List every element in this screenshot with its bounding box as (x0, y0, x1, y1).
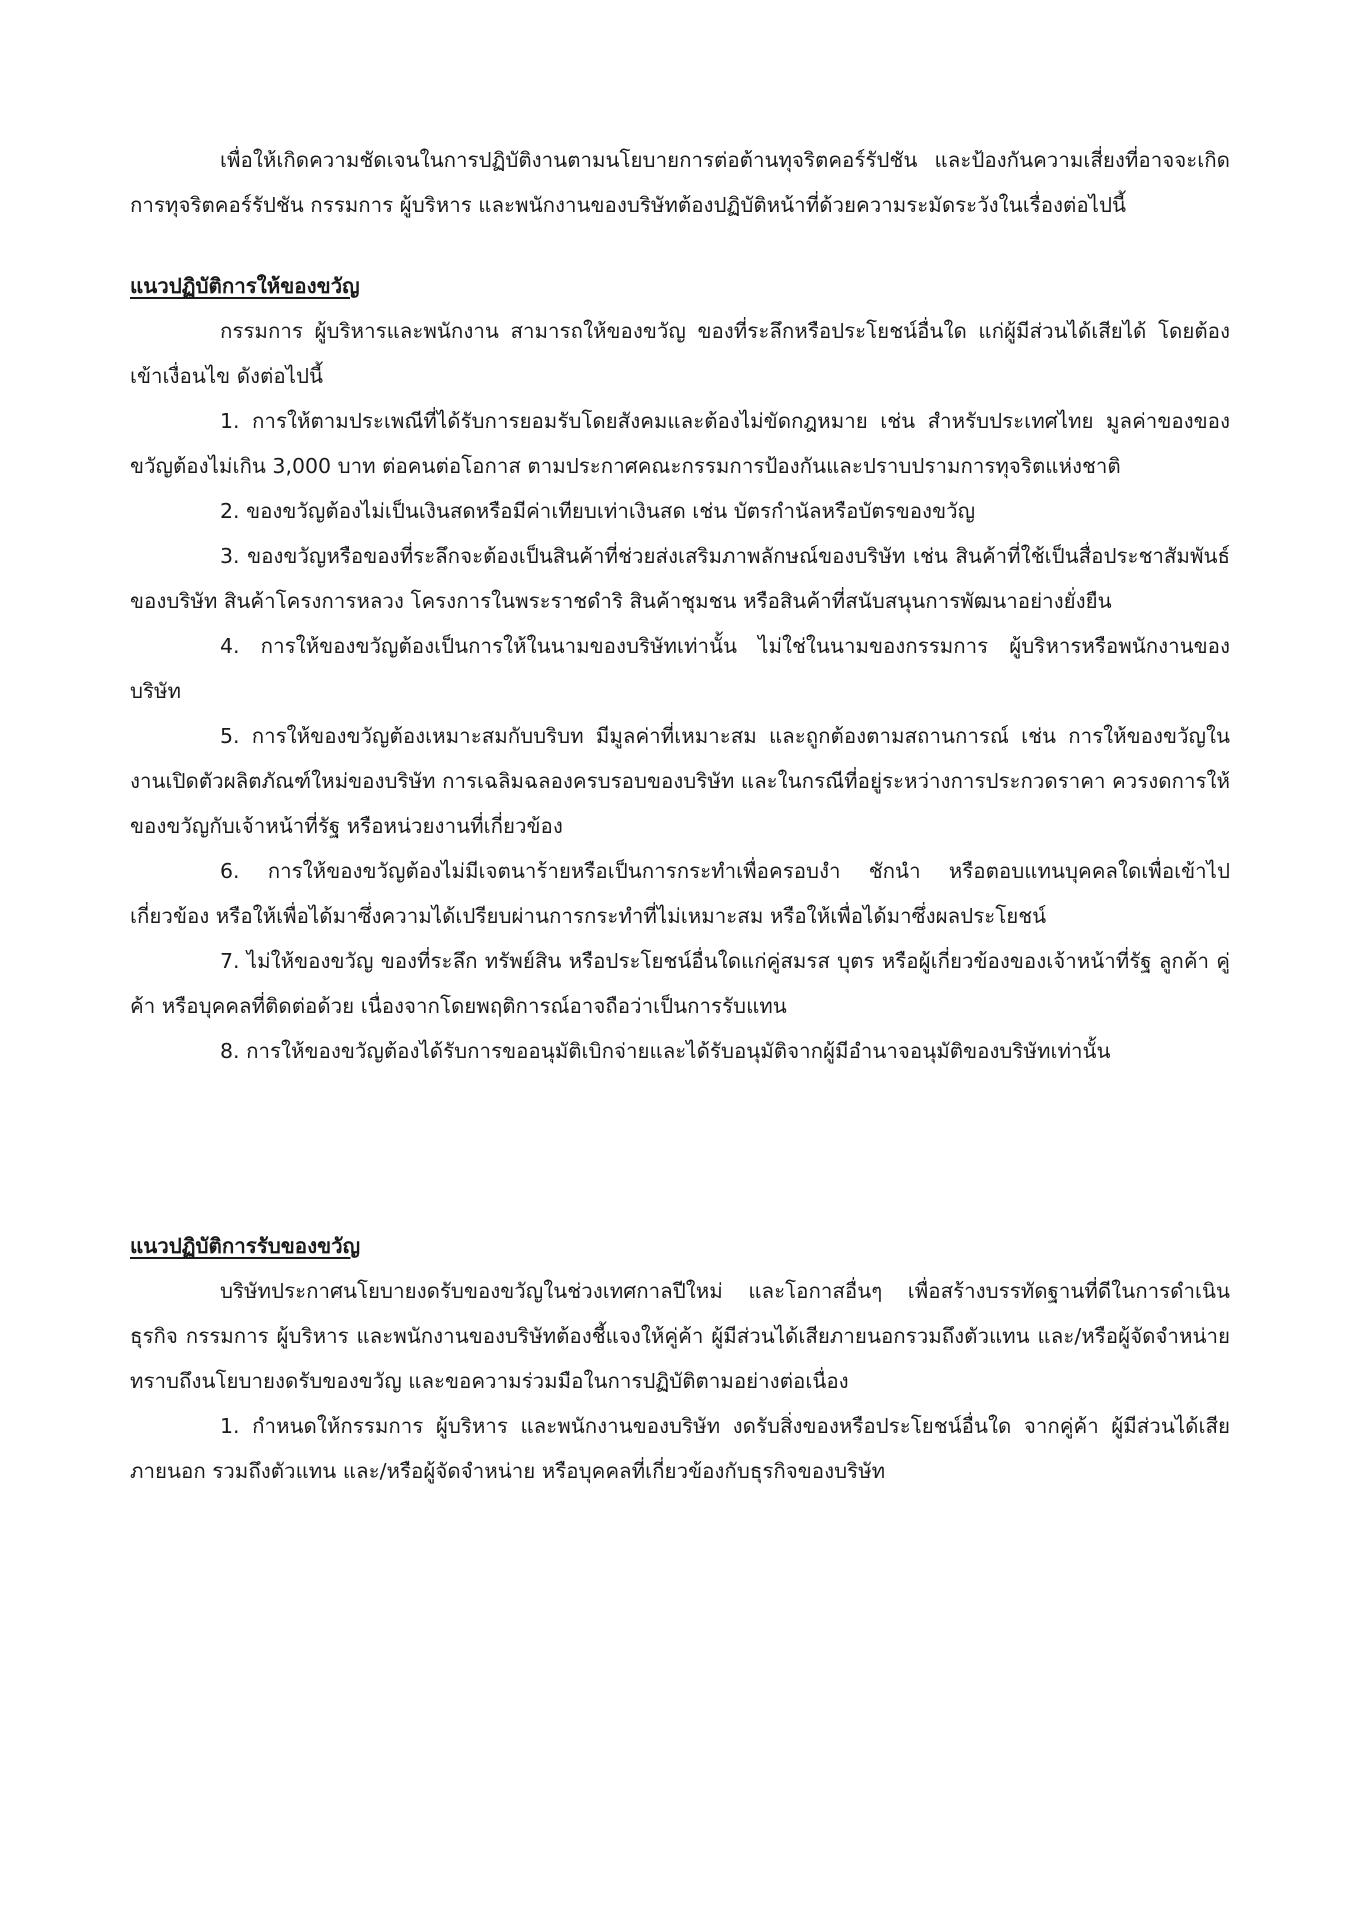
gift-giving-item-7: 7. ไม่ให้ของขวัญ ของที่ระลึก ทรัพย์สิน หรือประโยชน์อื่นใดแก่คู่สมรส บุตร หรือผู้เกี่ยวข้องของเจ้าหน้าที่รัฐ ลูกค้า คู่ค้า หรือบุคคลที่ติดต่อด้วย เนื่องจากโดยพฤติการณ์อาจถือว่าเป็นการรับแทน (130, 949, 1230, 1018)
gift-receiving-intro: บริษัทประกาศนโยบายงดรับของขวัญในช่วงเทศกาลปีใหม่ และโอกาสอื่นๆ เพื่อสร้างบรรทัดฐานที่ดีในการดำเนินธุรกิจ กรรมการ ผู้บริหาร และพนักงานของบริษัทต้องชี้แจงให้คู่ค้า ผู้มีส่วนได้เสียภายนอกรวมถึงตัวแทน และ/หรือผู้จัดจำหน่ายทราบถึงนโยบายงดรับของขวัญ และขอความร่วมมือในการปฏิบัติตามอย่างต่อเนื่อง (130, 1279, 1230, 1393)
section-spacer (130, 228, 1230, 264)
gift-giving-item-6: 6. การให้ของขวัญต้องไม่มีเจตนาร้ายหรือเป็นการกระทำเพื่อครอบงำ ชักนำ หรือตอบแทนบุคคลใดเพื่อเข้าไปเกี่ยวข้อง หรือให้เพื่อได้มาซึ่งความได้เปรียบผ่านการกระทำที่ไม่เหมาะสม หรือให้เพื่อได้มาซึ่งผลประโยชน์ (130, 859, 1230, 928)
gift-giving-item-8: 8. การให้ของขวัญต้องได้รับการขออนุมัติเบิกจ่ายและได้รับอนุมัติจากผู้มีอำนาจอนุมัติของบริษัทเท่านั้น (220, 1039, 1111, 1063)
section-spacer-large (130, 1074, 1230, 1224)
gift-giving-item-1: 1. การให้ตามประเพณีที่ได้รับการยอมรับโดยสังคมและต้องไม่ขัดกฎหมาย เช่น สำหรับประเทศไทย มูลค่าของของขวัญต้องไม่เกิน 3,000 บาท ต่อคนต่อโอกาส ตามประกาศคณะกรรมการป้องกันและปราบปรามการทุจริตแห่งชาติ (130, 409, 1230, 478)
document-body (130, 138, 1230, 1494)
gift-receiving-heading: แนวปฏิบัติการรับของขวัญ (130, 1234, 361, 1258)
gift-giving-item-3: 3. ของขวัญหรือของที่ระลึกจะต้องเป็นสินค้าที่ช่วยส่งเสริมภาพลักษณ์ของบริษัท เช่น สินค้าที่ใช้เป็นสื่อประชาสัมพันธ์ของบริษัท สินค้าโครงการหลวง โครงการในพระราชดำริ สินค้าชุมชน หรือสินค้าที่สนับสนุนการพัฒนาอย่างยั่งยืน (130, 544, 1230, 613)
gift-giving-item-4: 4. การให้ของขวัญต้องเป็นการให้ในนามของบริษัทเท่านั้น ไม่ใช่ในนามของกรรมการ ผู้บริหารหรือพนักงานของบริษัท (130, 634, 1230, 703)
gift-giving-intro: กรรมการ ผู้บริหารและพนักงาน สามารถให้ของขวัญ ของที่ระลึกหรือประโยชน์อื่นใด แก่ผู้มีส่วนได้เสียได้ โดยต้องเข้าเงื่อนไข ดังต่อไปนี้ (130, 319, 1230, 388)
gift-giving-item-5: 5. การให้ของขวัญต้องเหมาะสมกับบริบท มีมูลค่าที่เหมาะสม และถูกต้องตามสถานการณ์ เช่น การให้ของขวัญในงานเปิดตัวผลิตภัณฑ์ใหม่ของบริษัท การเฉลิมฉลองครบรอบของบริษัท และในกรณีที่อยู่ระหว่างการประกวดราคา ควรงดการให้ของขวัญกับเจ้าหน้าที่รัฐ หรือหน่วยงานที่เกี่ยวข้อง (130, 724, 1231, 838)
gift-receiving-item-1: 1. กำหนดให้กรรมการ ผู้บริหาร และพนักงานของบริษัท งดรับสิ่งของหรือประโยชน์อื่นใด จากคู่ค้า ผู้มีส่วนได้เสียภายนอก รวมถึงตัวแทน และ/หรือผู้จัดจำหน่าย หรือบุคคลที่เกี่ยวข้องกับธุรกิจของบริษัท (130, 1414, 1230, 1483)
gift-giving-item-2: 2. ของขวัญต้องไม่เป็นเงินสดหรือมีค่าเทียบเท่าเงินสด เช่น บัตรกำนัลหรือบัตรของขวัญ (220, 499, 976, 523)
intro-paragraph: เพื่อให้เกิดความชัดเจนในการปฏิบัติงานตามนโยบายการต่อต้านทุจริตคอร์รัปชัน และป้องกันความเสี่ยงที่อาจจะเกิดการทุจริตคอร์รัปชัน กรรมการ ผู้บริหาร และพนักงานของบริษัทต้องปฏิบัติหน้าที่ด้วยความระมัดระวังในเรื่องต่อไปนี้ (130, 148, 1230, 217)
gift-giving-heading: แนวปฏิบัติการให้ของขวัญ (130, 274, 360, 298)
